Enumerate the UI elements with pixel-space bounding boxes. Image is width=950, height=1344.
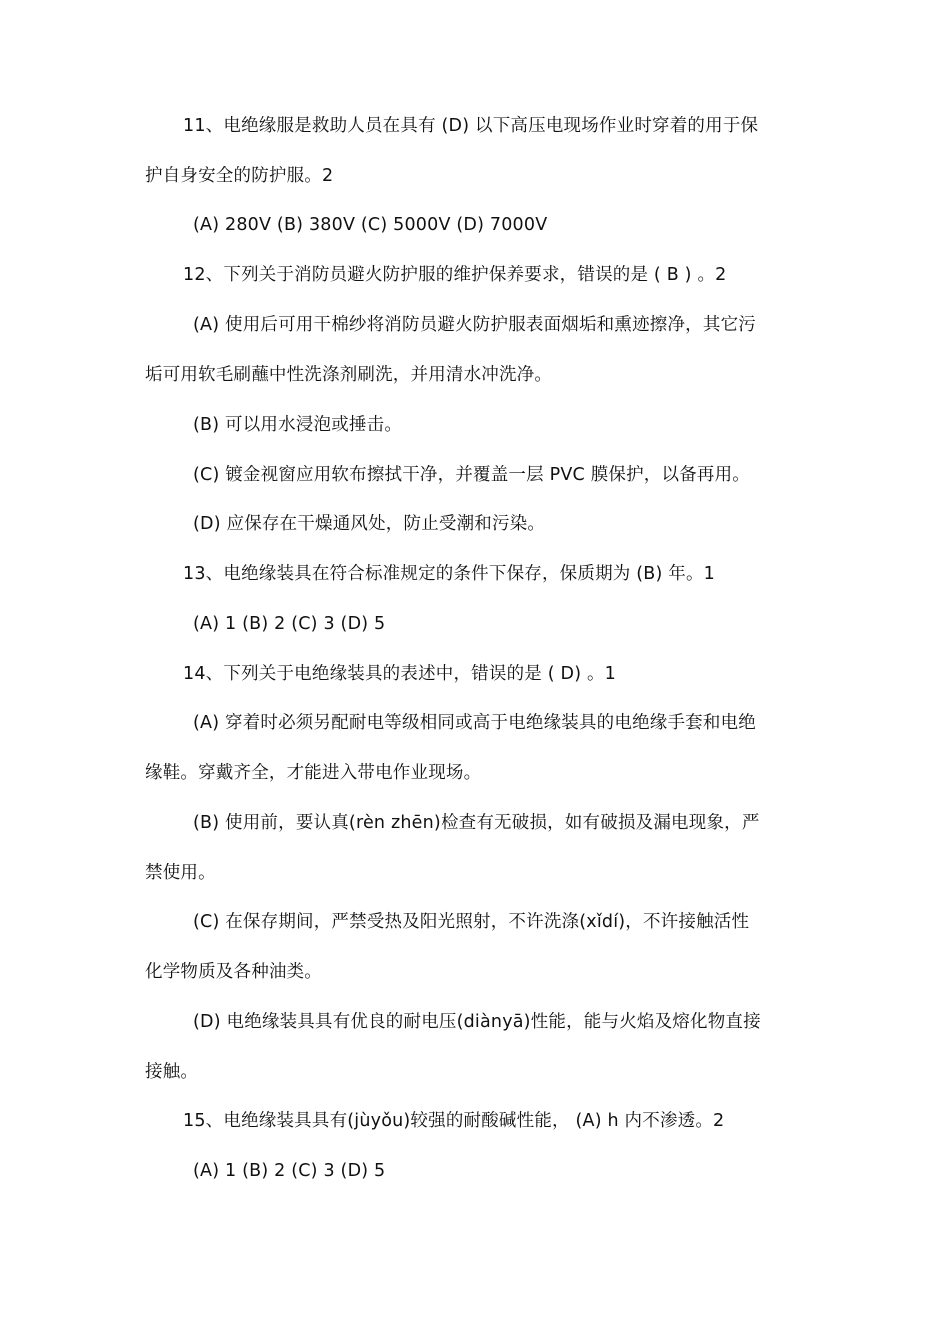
question-12-option-a-continued: 垢可用软毛刷蘸中性洗涤剂刷洗，并用清水冲洗净。 xyxy=(145,365,553,385)
question-14-option-c: (C) 在保存期间，严禁受热及阳光照射，不许洗涤(xǐdí)，不许接触活性 xyxy=(193,912,750,932)
question-14-option-a-continued: 缘鞋。穿戴齐全，才能进入带电作业现场。 xyxy=(145,763,482,783)
question-11-text: 11、电绝缘服是救助人员在具有 (D) 以下高压电现场作业时穿着的用于保 xyxy=(183,116,759,136)
question-15-text: 15、电绝缘装具具有(jùyǒu)较强的耐酸碱性能， (A) h 内不渗透。2 xyxy=(183,1111,725,1131)
question-14-text: 14、下列关于电绝缘装具的表述中，错误的是 ( D) 。1 xyxy=(183,664,617,684)
question-11-options: (A) 280V (B) 380V (C) 5000V (D) 7000V xyxy=(193,215,548,235)
question-13-text: 13、电绝缘装具在符合标准规定的条件下保存，保质期为 (B) 年。1 xyxy=(183,564,715,584)
question-12-option-b: (B) 可以用水浸泡或捶击。 xyxy=(193,415,403,435)
question-14-option-c-continued: 化学物质及各种油类。 xyxy=(145,962,322,982)
question-14-option-a: (A) 穿着时必须另配耐电等级相同或高于电绝缘装具的电绝缘手套和电绝 xyxy=(193,713,756,733)
question-11-text-continued: 护自身安全的防护服。2 xyxy=(145,166,334,186)
question-14-option-b-continued: 禁使用。 xyxy=(145,863,216,883)
question-12-text: 12、下列关于消防员避火防护服的维护保养要求，错误的是 ( B ) 。2 xyxy=(183,265,727,285)
question-13-options: (A) 1 (B) 2 (C) 3 (D) 5 xyxy=(193,614,386,634)
question-12-option-d: (D) 应保存在干燥通风处，防止受潮和污染。 xyxy=(193,514,546,534)
question-14-option-b: (B) 使用前，要认真(rèn zhēn)检查有无破损，如有破损及漏电现象，严 xyxy=(193,813,760,833)
question-14-option-d-continued: 接触。 xyxy=(145,1062,199,1082)
question-12-option-c: (C) 镀金视窗应用软布擦拭干净，并覆盖一层 PVC 膜保护，以备再用。 xyxy=(193,465,751,485)
question-12-option-a: (A) 使用后可用干棉纱将消防员避火防护服表面烟垢和熏迹擦净，其它污 xyxy=(193,315,756,335)
question-15-options: (A) 1 (B) 2 (C) 3 (D) 5 xyxy=(193,1161,386,1181)
question-14-option-d: (D) 电绝缘装具具有优良的耐电压(diànyā)性能，能与火焰及熔化物直接 xyxy=(193,1012,761,1032)
